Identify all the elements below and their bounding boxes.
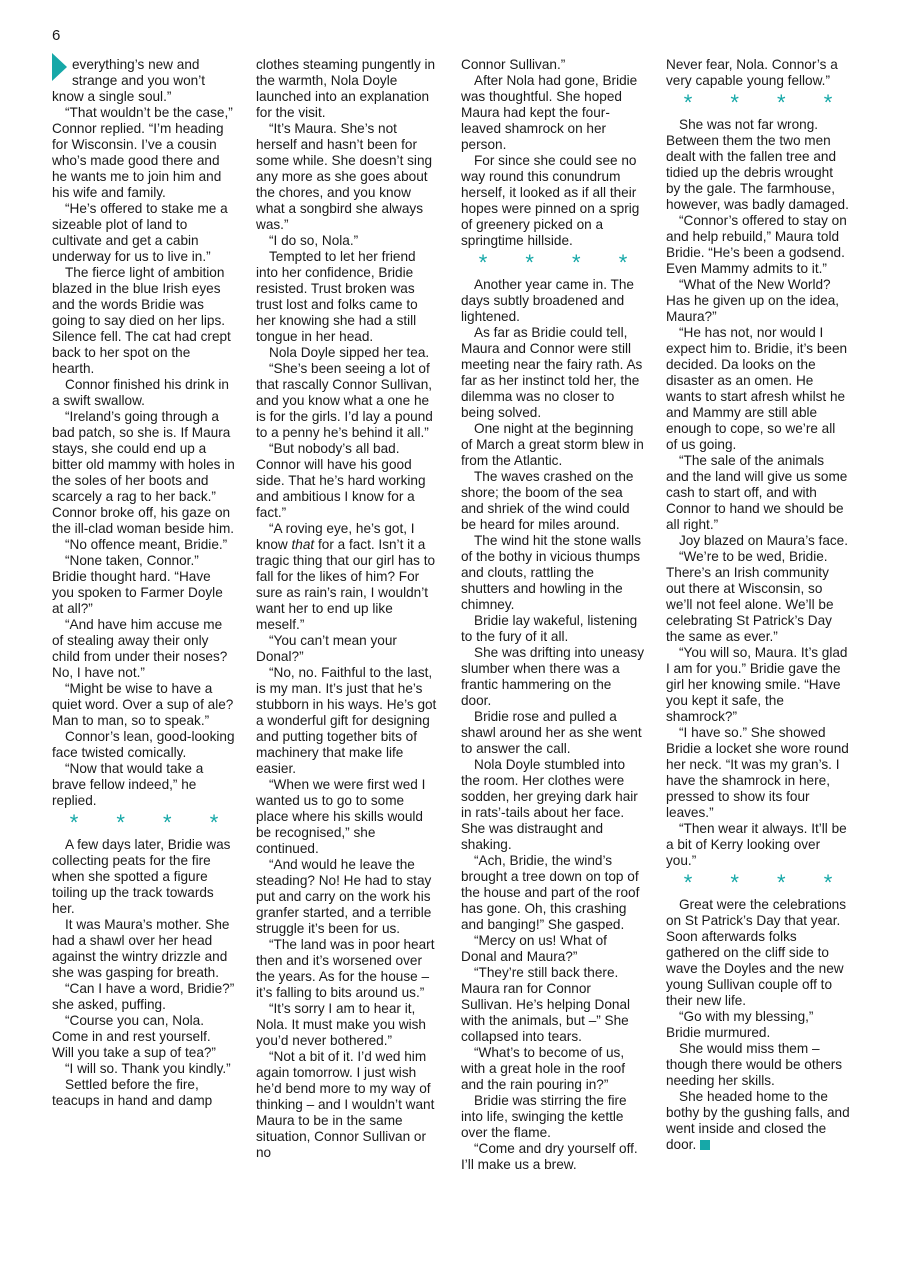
paragraph: A few days later, Bridie was collecting peats for the fire when she spotted a figure toiling up the track towards her. <box>52 837 231 916</box>
text-column-2 <box>256 57 440 1161</box>
paragraph: Nola Doyle stumbled into the room. Her clothes were sodden, her greying dark hair in rats’-tails about her face. She was distraught and shaking. <box>461 757 638 852</box>
paragraph: Bridie lay wakeful, listening to the fury of it all. <box>461 613 638 644</box>
text-run: She headed home to the bothy by the gushing falls, and went inside and closed the door. <box>666 1089 850 1152</box>
paragraph: It was Maura’s mother. She had a shawl over her head against the wintry drizzle and she was gasping for breath. <box>52 917 230 980</box>
paragraph: “Mercy on us! What of Donal and Maura?” <box>461 933 607 964</box>
paragraph: “Come and dry yourself off. I’ll make us a brew. <box>461 1141 638 1172</box>
lead-line: strange and you won’t <box>72 73 206 88</box>
section-separator: * * * * <box>69 810 235 835</box>
paragraph: Connor finished his drink in a swift swallow. <box>52 377 229 408</box>
paragraph: Joy blazed on Maura’s face. <box>679 533 849 548</box>
paragraph: “I will so. Thank you kindly.” <box>65 1061 231 1076</box>
paragraph: Another year came in. The days subtly broadened and lightened. <box>461 277 634 324</box>
paragraph: Settled before the fire, teacups in hand and damp <box>52 1077 213 1108</box>
paragraph: “None taken, Connor.” Bridie thought hard. “Have you spoken to Farmer Doyle at all?” <box>52 553 223 616</box>
paragraph: “And would he leave the steading? No! He had to stay put and carry on the work his granfer started, and a terrible struggle it’s been for us. <box>256 857 432 936</box>
paragraph: “The sale of the animals and the land will give us some cash to start off, and with Connor to hand we should be all right.” <box>666 453 848 532</box>
paragraph: Tempted to let her friend into her confidence, Bridie resisted. Trust broken was trust lost and folks came to her knowing she had a still tongue in her head. <box>256 249 418 344</box>
text-run: for a fact. Isn’t it a tragic thing that our girl has to fall for the likes of him? For sure as rain’s rain, I wouldn’t want her to end up like meself.” <box>256 537 436 632</box>
section-separator: * * * * <box>683 90 849 115</box>
lead-paragraph <box>52 57 236 105</box>
paragraph: “The land was in poor heart then and it’s worsened over the years. As for the house – it’s falling to bits around us.” <box>256 937 435 1000</box>
paragraph: She was drifting into uneasy slumber when there was a frantic hammering on the door. <box>461 645 645 708</box>
paragraph: “It’s Maura. She’s not herself and hasn’t been for some while. She doesn’t sing any more as she goes about the chores, and you know what a songbird she always was.” <box>256 121 433 232</box>
paragraph-continued: clothes steaming pungently in the warmth, Nola Doyle launched into an explanation for the visit. <box>256 57 436 120</box>
paragraph: “That wouldn’t be the case,” Connor replied. “I’m heading for Wisconsin. I’ve a cousin who’s made good there and he wants me to join him and his wife and family. <box>52 105 233 200</box>
paragraph: Great were the celebrations on St Patrick’s Day that year. Soon afterwards folks gathered on the cliff side to wave the Doyles and the new young Sullivan couple off to their new life. <box>666 897 846 1008</box>
paragraph <box>256 521 440 633</box>
paragraph-continued: Never fear, Nola. Connor’s a very capable young fellow.” <box>666 57 838 88</box>
paragraph: “Course you can, Nola. Come in and rest yourself. Will you take a sup of tea?” <box>52 1013 216 1060</box>
paragraph: The fierce light of ambition blazed in the blue Irish eyes and the words Bridie was going to say died on her lips. Silence fell. The cat had crept back to her spot on the hearth. <box>52 265 231 376</box>
paragraph: As far as Bridie could tell, Maura and Connor were still meeting near the fairy rath. As far as her instinct told her, the dilemma was no closer to being solved. <box>461 325 643 420</box>
paragraph: “When we were first wed I wanted us to go to some place where his skills would be recognised,” she continued. <box>256 777 426 856</box>
section-separator: * * * * <box>478 250 644 275</box>
paragraph: For since she could see no way round this conundrum herself, it looked as if all their hopes were pinned on a sprig of greenery picked on a springtime hillside. <box>461 153 640 248</box>
paragraph: “Not a bit of it. I’d wed him again tomorrow. I just wish he’d bend more to my way of thinking – and I wouldn’t want Maura to be in the same situation, Connor Sullivan or no <box>256 1049 435 1160</box>
paragraph: “Now that would take a brave fellow indeed,” he replied. <box>52 761 204 808</box>
paragraph: She would miss them – though there would be others needing her skills. <box>666 1041 843 1088</box>
lead-line: know a single soul.” <box>52 89 172 104</box>
paragraph: “No offence meant, Bridie.” <box>65 537 228 552</box>
paragraph: “Might be wise to have a quiet word. Over a sup of ale? Man to man, so to speak.” <box>52 681 234 728</box>
paragraph: She was not far wrong. Between them the two men dealt with the fallen tree and tidied up the debris wrought by the gale. The farmhouse, however, was badly damaged. <box>666 117 849 212</box>
page-number: 6 <box>52 27 61 44</box>
paragraph: “You can’t mean your Donal?” <box>256 633 397 664</box>
paragraph: One night at the beginning of March a great storm blew in from the Atlantic. <box>461 421 644 468</box>
paragraph: “No, no. Faithful to the last, is my man. It’s just that he’s stubborn in his ways. He’s got a wonderful gift for designing and putting together bits of machinery that make life easier. <box>256 665 437 776</box>
paragraph: “Then wear it always. It’ll be a bit of Kerry looking over you.” <box>666 821 847 868</box>
final-paragraph <box>666 1089 850 1153</box>
paragraph: After Nola had gone, Bridie was thoughtful. She hoped Maura had kept the four-leaved shamrock on her person. <box>461 73 638 152</box>
lead-line: everything’s new and <box>72 57 200 72</box>
end-mark-icon <box>700 1140 710 1150</box>
paragraph-continued: Connor Sullivan.” <box>461 57 566 72</box>
text-column-4 <box>666 57 850 1153</box>
paragraph: “We’re to be wed, Bridie. There’s an Irish community out there at Wisconsin, so we’ll not feel alone. We’ll be celebrating St Patrick’s Day the same as ever.” <box>666 549 834 644</box>
paragraph: “But nobody’s all bad. Connor will have his good side. That he’s hard working and ambitious I know for a fact.” <box>256 441 426 520</box>
text-run: “A roving eye, he’s got, I know <box>256 521 415 552</box>
paragraph: “He has not, nor would I expect him to. Bridie, it’s been decided. Da looks on the disaster as an omen. He wants to start afresh whilst he and Mammy are still able enough to cope, so we’re all of us going. <box>666 325 848 452</box>
paragraph: “Go with my blessing,” Bridie murmured. <box>666 1009 814 1040</box>
paragraph: “She’s been seeing a lot of that rascally Connor Sullivan, and you know what a one he is for the girls. I’d lay a pound to a penny he’s behind it all.” <box>256 361 433 440</box>
paragraph: “What of the New World? Has he given up on the idea, Maura?” <box>666 277 840 324</box>
paragraph: “He’s offered to stake me a sizeable plot of land to cultivate and get a cabin underway for us to live in.” <box>52 201 228 264</box>
paragraph: Connor’s lean, good-looking face twisted comically. <box>52 729 235 760</box>
paragraph: “Ireland’s going through a bad patch, so she is. If Maura stays, she could end up a bitter old mammy with holes in the soles of her boots and scarcely a rag to her back.” Connor broke off, his gaze on the ill-clad woman beside him. <box>52 409 235 536</box>
section-separator: * * * * <box>683 870 849 895</box>
paragraph: “Can I have a word, Bridie?” she asked, puffing. <box>52 981 235 1012</box>
arrow-marker-icon <box>52 53 67 81</box>
paragraph: The wind hit the stone walls of the bothy in vicious thumps and clouts, rattling the shutters and howling in the chimney. <box>461 533 641 612</box>
paragraph: “And have him accuse me of stealing away their only child from under their noses? No, I have not.” <box>52 617 228 680</box>
paragraph: “Connor’s offered to stay on and help rebuild,” Maura told Bridie. “He’s been a godsend. Even Mammy admits to it.” <box>666 213 847 276</box>
paragraph: “It’s sorry I am to hear it, Nola. It must make you wish you’d never bothered.” <box>256 1001 426 1048</box>
paragraph: “You will so, Maura. It’s glad I am for you.” Bridie gave the girl her knowing smile. “Have you kept it safe, the shamrock?” <box>666 645 848 724</box>
paragraph: “I have so.” She showed Bridie a locket she wore round her neck. “It was my gran’s. I have the shamrock in here, pressed to show its four leaves.” <box>666 725 849 820</box>
paragraph: “They’re still back there. Maura ran for Connor Sullivan. He’s helping Donal with the animals, but –” She collapsed into tears. <box>461 965 631 1044</box>
emphasis-text: that <box>291 537 315 552</box>
paragraph: “I do so, Nola.” <box>269 233 359 248</box>
paragraph: “Ach, Bridie, the wind’s brought a tree down on top of the house and part of the roof has gone. Oh, this crashing and banging!” She gasped. <box>461 853 640 932</box>
text-column-3 <box>461 57 645 1173</box>
paragraph: Nola Doyle sipped her tea. <box>269 345 430 360</box>
paragraph: The waves crashed on the shore; the boom of the sea and shriek of the wind could be heard for miles around. <box>461 469 634 532</box>
paragraph: Bridie was stirring the fire into life, swinging the kettle over the flame. <box>461 1093 627 1140</box>
text-column-1 <box>52 57 236 1109</box>
paragraph: Bridie rose and pulled a shawl around her as she went to answer the call. <box>461 709 642 756</box>
paragraph: “What’s to become of us, with a great hole in the roof and the rain pouring in?” <box>461 1045 625 1092</box>
